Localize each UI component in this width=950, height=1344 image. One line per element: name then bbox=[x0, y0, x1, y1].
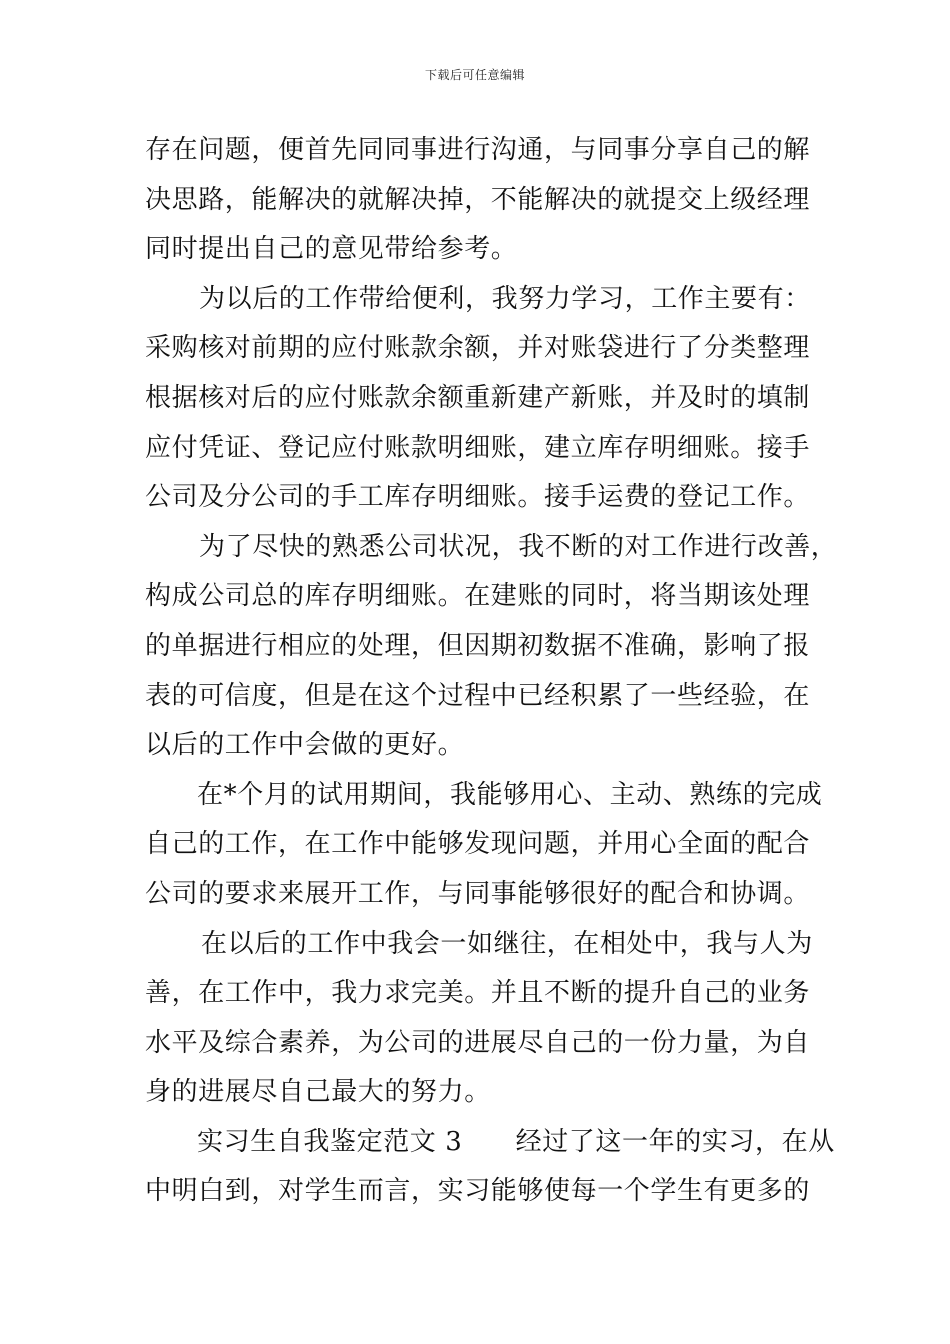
text-line: 自己的工作，在工作中能够发现问题，并用心全面的配合 bbox=[145, 829, 811, 860]
text-line: 为以后的工作带给便利，我努力学习，工作主要有： bbox=[199, 283, 811, 314]
text-line: 在*个月的试用期间，我能够用心、主动、熟练的完成 bbox=[197, 779, 823, 810]
text-line: 应付凭证、登记应付账款明细账，建立库存明细账。接手 bbox=[145, 432, 811, 463]
text-line: 决思路，能解决的就解决掉，不能解决的就提交上级经理 bbox=[145, 184, 811, 215]
text-line: 存在问题，便首先同同事进行沟通，与同事分享自己的解 bbox=[145, 135, 811, 165]
text-line: 公司的要求来展开工作，与同事能够很好的配合和协调。 bbox=[145, 878, 811, 909]
text-line: 采购核对前期的应付账款余额，并对账袋进行了分类整理 bbox=[145, 333, 811, 364]
text-line: 身的进展尽自己最大的努力。 bbox=[145, 1077, 491, 1108]
text-line: 表的可信度，但是在这个过程中已经积累了一些经验，在 bbox=[145, 680, 811, 711]
text-line: 为了尽快的熟悉公司状况，我不断的对工作进行改善， bbox=[199, 531, 838, 562]
text-line: 实习生自我鉴定范文 3 经过了这一年的实习，在从 bbox=[197, 1126, 835, 1157]
text-line: 根据核对后的应付账款余额重新建产新账，并及时的填制 bbox=[145, 382, 811, 413]
text-line: 在以后的工作中我会一如继往，在相处中，我与人为 bbox=[201, 928, 813, 959]
text-line: 构成公司总的库存明细账。在建账的同时，将当期该处理 bbox=[145, 581, 811, 612]
page-header: 下载后可任意编辑 bbox=[424, 68, 525, 82]
document-body bbox=[145, 126, 838, 1217]
text-line: 中明白到，对学生而言，实习能够使每一个学生有更多的 bbox=[145, 1176, 811, 1207]
text-line: 善，在工作中，我力求完美。并且不断的提升自己的业务 bbox=[145, 978, 811, 1009]
text-line: 水平及综合素养，为公司的进展尽自己的一份力量，为自 bbox=[145, 1027, 811, 1058]
text-line: 同时提出自己的意见带给参考。 bbox=[145, 234, 518, 265]
text-line: 公司及分公司的手工库存明细账。接手运费的登记工作。 bbox=[145, 482, 811, 513]
text-line: 以后的工作中会做的更好。 bbox=[145, 730, 465, 761]
text-line: 的单据进行相应的处理，但因期初数据不准确，影响了报 bbox=[145, 630, 811, 661]
